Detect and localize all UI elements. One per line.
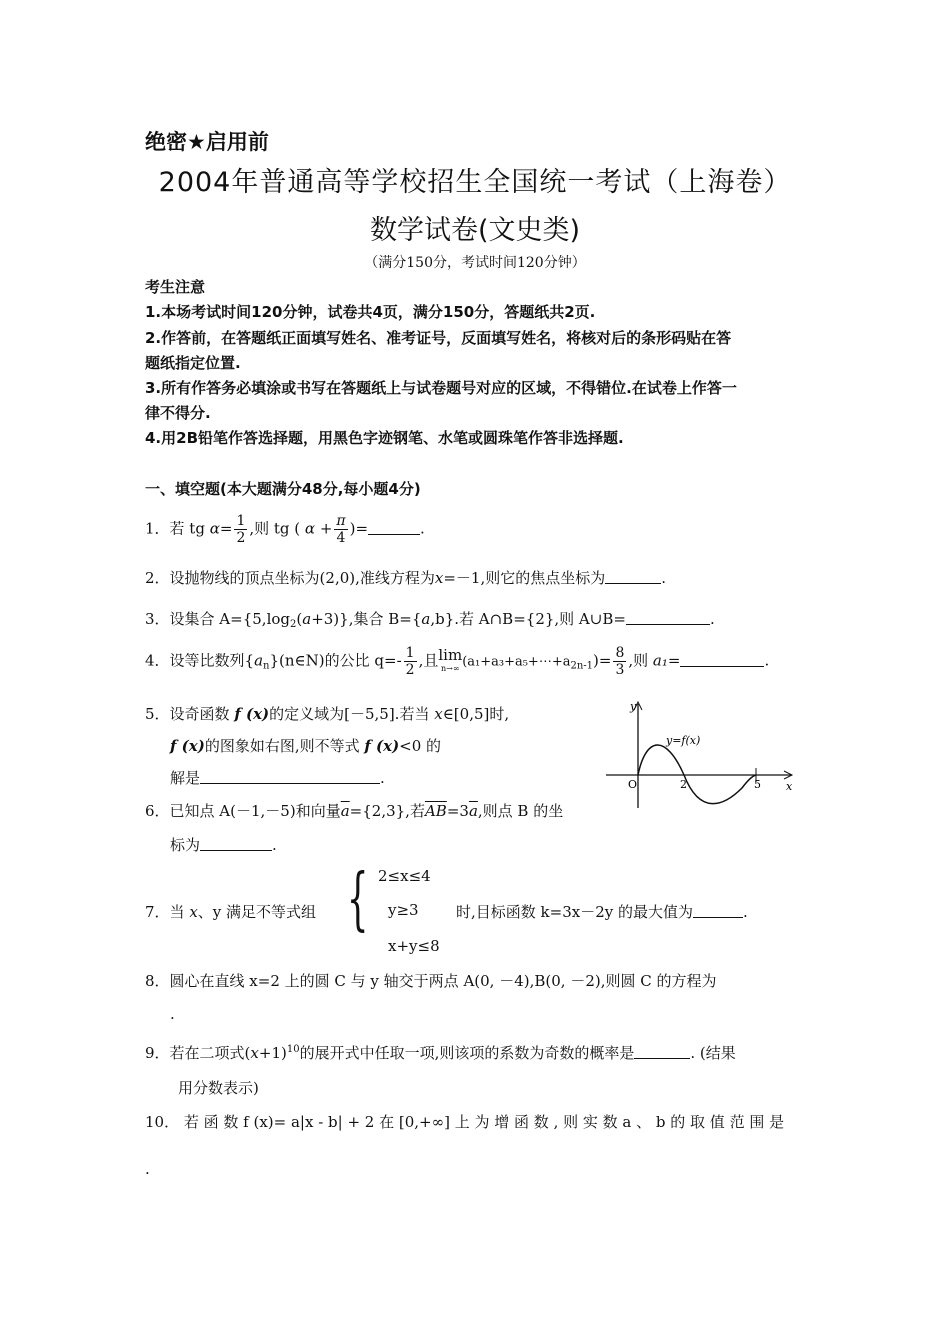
- section-heading: 一、填空题(本大题满分48分,每小题4分): [145, 480, 421, 498]
- answer-blank-4[interactable]: [680, 652, 764, 667]
- question-8-line-1: 8．圆心在直线 x=2 上的圆 C 与 y 轴交于两点 A(0, －4),B(0, －2),则圆 C 的方程为: [145, 972, 717, 990]
- question-2: 2．设抛物线的顶点坐标为(2,0),准线方程为x=－1,则它的焦点坐标为 .: [145, 569, 667, 587]
- exam-subtitle: 数学试卷(文史类): [369, 215, 581, 246]
- constraint-1: 2≤x≤4: [378, 867, 431, 885]
- question-6-line-2: 标为 .: [170, 836, 277, 854]
- graph-origin: O: [628, 778, 638, 791]
- constraint-2: y≥3: [388, 901, 419, 919]
- graph-y-label: y: [630, 700, 637, 713]
- score-info: （满分150分，考试时间120分钟）: [364, 255, 586, 271]
- graph-tick-5: 5: [754, 778, 761, 791]
- question-10-line-1: 10． 若 函 数 f (x)= a|x - b| + 2 在 [0,+∞] 上 为 增 函 数 , 则 实 数 a 、 b 的 取 值 范 围 是: [145, 1113, 785, 1131]
- constraint-3: x+y≤8: [388, 937, 440, 955]
- fraction-q: $\frac{1}{2}$: [405, 645, 415, 678]
- graph-x-label: x: [786, 780, 793, 793]
- limit-symbol: lim n→∞: [438, 645, 463, 673]
- answer-blank-1[interactable]: [368, 520, 420, 535]
- notice-heading: 考生注意: [145, 278, 206, 296]
- question-3: 3．设集合 $A=\{5,\log_2(a+3)\}$,集合 B={a,b}.若 A∩B={2},则 A∪B= .: [145, 610, 715, 630]
- question-5-line-1: 5．设奇函数 f (x)的定义域为[－5,5].若当 x∈[0,5]时,: [145, 705, 510, 723]
- fraction-8-3: $\frac{8}{3}$: [615, 645, 625, 678]
- answer-blank-2[interactable]: [605, 569, 661, 584]
- system-brace: {: [346, 860, 369, 939]
- notice-line-2: 2.作答前，在答题纸正面填写姓名、准考证号，反面填写姓名，将核对后的条形码贴在答: [145, 329, 732, 347]
- question-4: 4．设等比数列$\{a_n\}(n\in N)$的公比 q=- $\frac{1}{2}$ ,且 lim n→∞ $(a_1+a_3+a_5+\cdots+a_{2n-1})=$ $\frac{8}{3}$ ,则 a₁= .: [145, 645, 770, 678]
- question-9-line-1: 9．若在二项式$(x+1)^{10}$的展开式中任取一项,则该项的系数为奇数的概率是 . (结果: [145, 1044, 736, 1062]
- fraction-pi-4: $\frac{\pi}{4}$: [336, 513, 346, 546]
- exam-title: 2004年普通高等学校招生全国统一考试（上海卷）: [158, 167, 792, 198]
- fraction-half: $\frac{1}{2}$: [236, 513, 246, 546]
- notice-line-4: 3.所有作答务必填涂或书写在答题纸上与试卷题号对应的区域，不得错位.在试卷上作答一: [145, 379, 737, 397]
- question-5-line-3: 解是 .: [170, 769, 385, 787]
- graph-function-label: y=f(x): [666, 734, 701, 747]
- question-6-line-1: 6．已知点 A(－1,－5)和向量$\overline{a}=\{2,3\}$,若$\overline{AB}=3\overline{a}$,则点 B 的坐: [145, 802, 564, 820]
- graph-tick-2: 2: [680, 778, 687, 791]
- answer-blank-9[interactable]: [634, 1044, 690, 1059]
- function-graph: [600, 696, 800, 811]
- answer-blank-6[interactable]: [200, 836, 272, 851]
- answer-blank-5[interactable]: [200, 769, 380, 784]
- question-5-line-2: f (x)的图象如右图,则不等式 f (x)<0 的: [170, 737, 442, 755]
- question-1: 1．若 tg α= $\frac{1}{2}$ ,则 tg ( α + $\frac{\pi}{4}$ )= .: [145, 513, 425, 546]
- question-10-line-2: .: [145, 1160, 150, 1178]
- question-7-prefix: 7．当 x、y 满足不等式组: [145, 903, 317, 921]
- notice-line-6: 4.用2B铅笔作答选择题，用黑色字迹钢笔、水笔或圆珠笔作答非选择题.: [145, 429, 624, 447]
- answer-blank-3[interactable]: [626, 610, 710, 625]
- question-7-suffix: 时,目标函数 k=3x－2y 的最大值为 .: [456, 903, 748, 921]
- function-curve: [638, 745, 756, 804]
- notice-line-1: 1.本场考试时间120分钟，试卷共4页，满分150分，答题纸共2页.: [145, 303, 596, 321]
- notice-line-3: 题纸指定位置.: [145, 354, 241, 372]
- notice-line-5: 律不得分.: [145, 404, 211, 422]
- secret-label: 绝密★启用前: [145, 130, 269, 154]
- question-9-line-2: 用分数表示): [178, 1079, 259, 1097]
- answer-blank-7[interactable]: [693, 903, 743, 918]
- question-8-line-2: .: [170, 1005, 175, 1023]
